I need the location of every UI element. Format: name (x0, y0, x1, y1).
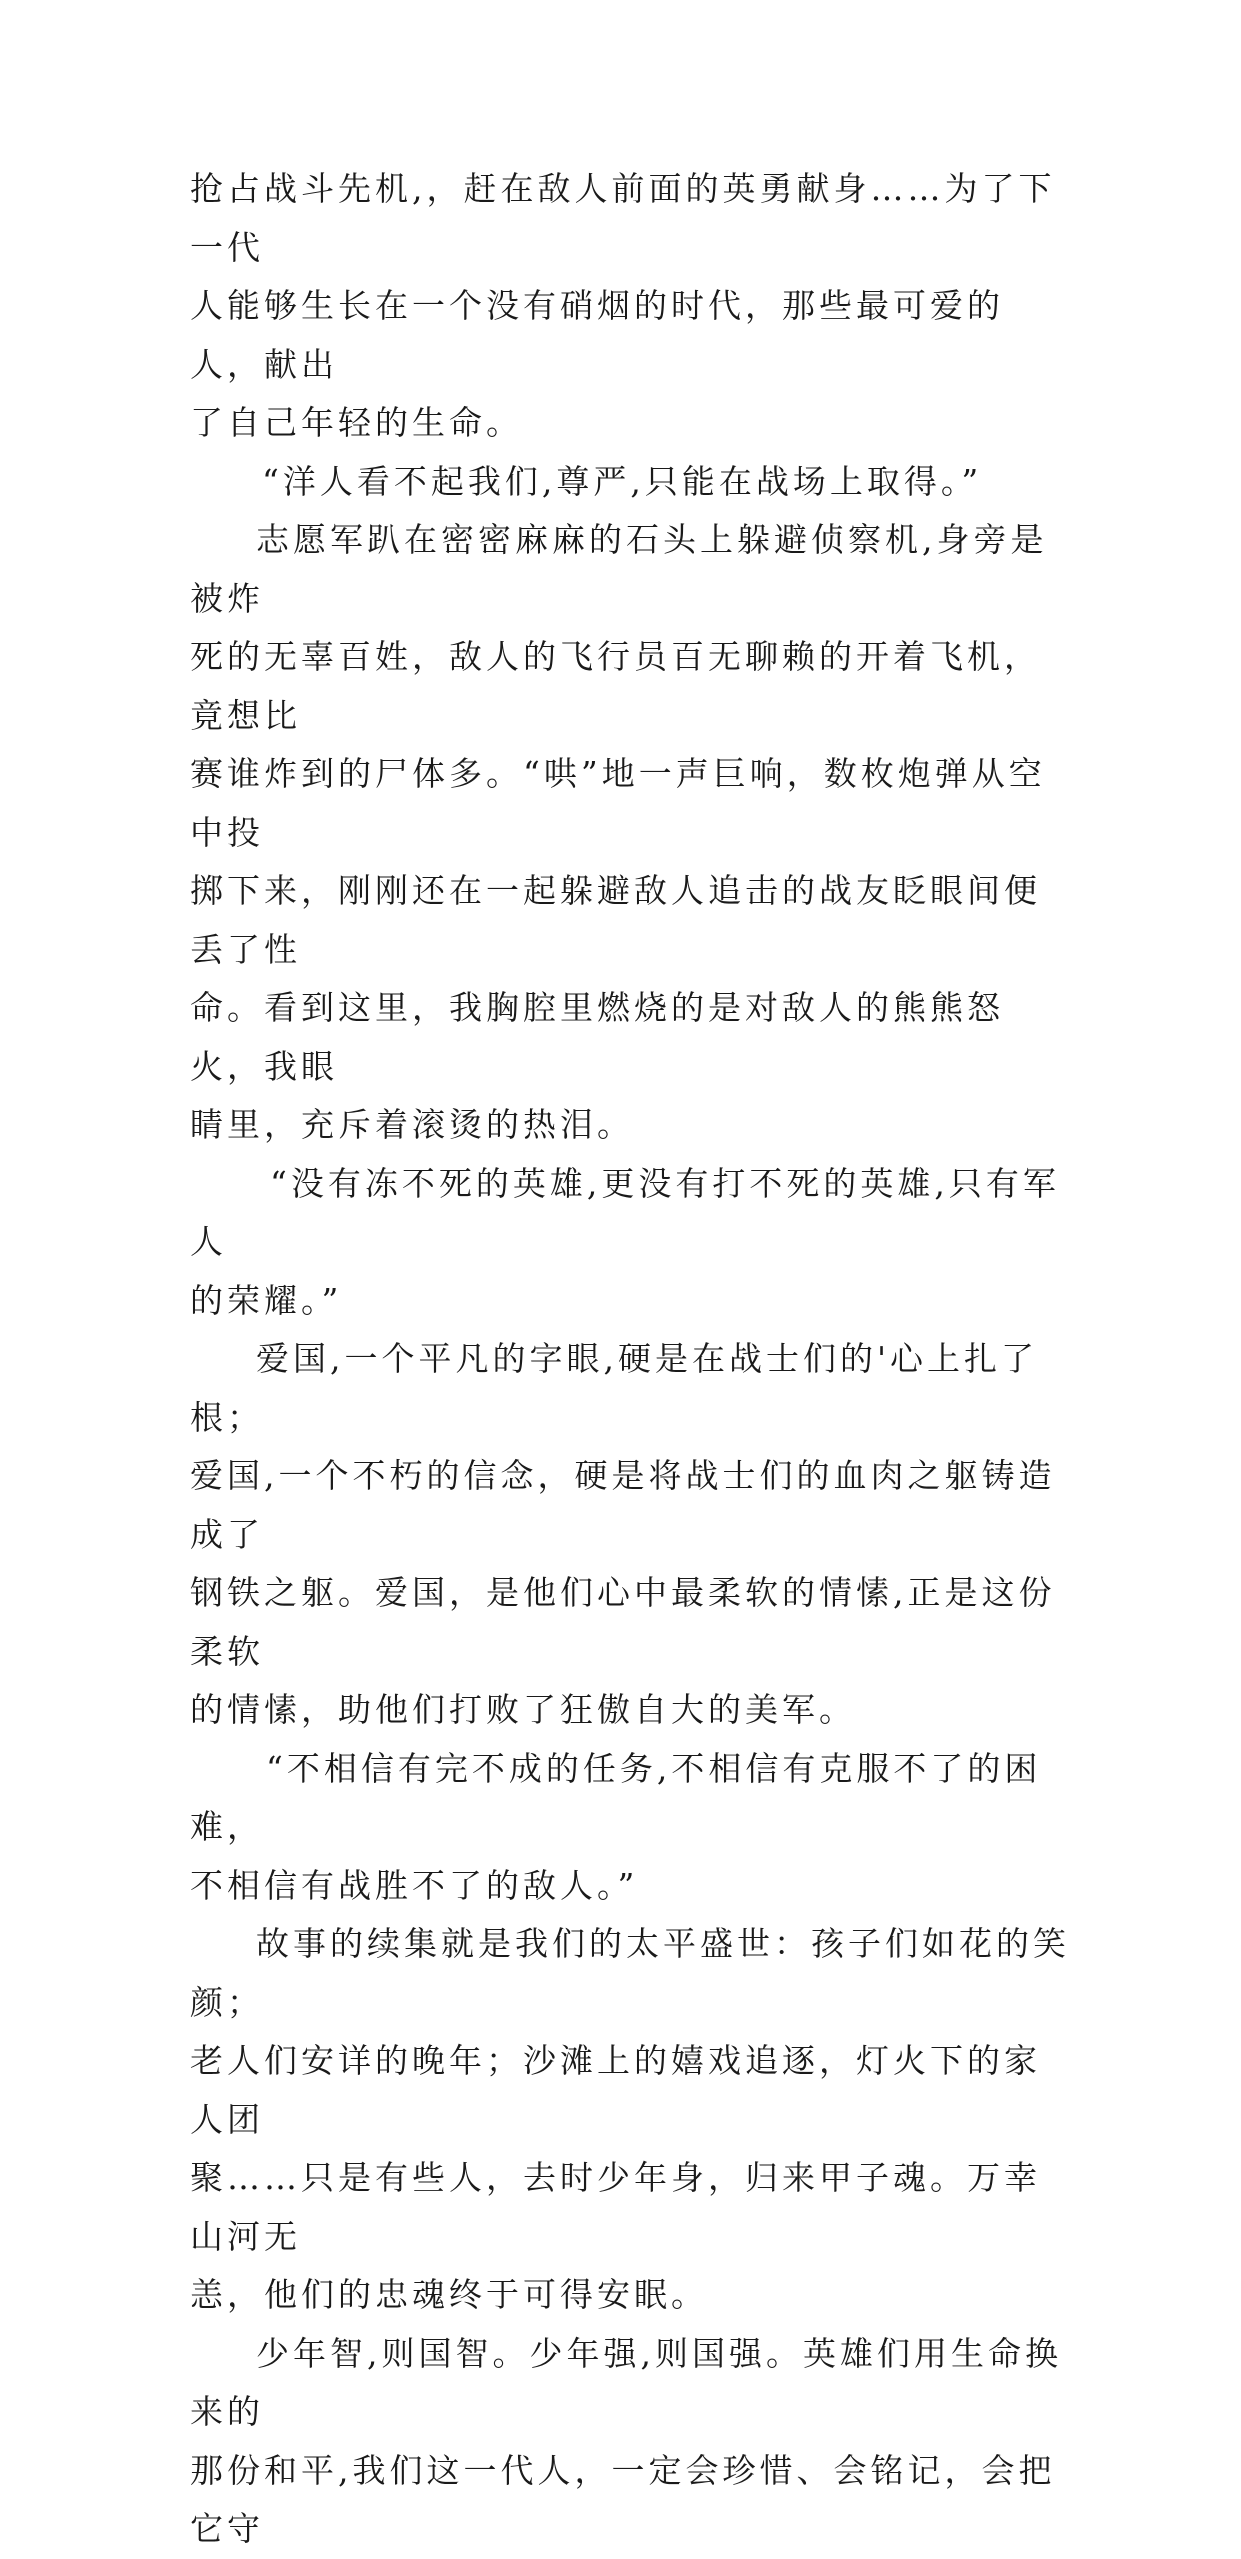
paragraph-bombing (190, 511, 1070, 1155)
text-line: 少年智,则国智。少年强,则国强。英雄们用生命换来的 (190, 2333, 1062, 2431)
text-line: 的情愫，助他们打败了狂傲自大的美军。 (190, 1690, 856, 1729)
text-line: 掷下来，刚刚还在一起躲避敌人追击的战友眨眼间便丢了性 (190, 871, 1041, 969)
text-line: “没有冻不死的英雄,更没有打不死的英雄,只有军人 (190, 1163, 1060, 1261)
text-line: 志愿军趴在密密麻麻的石头上躲避侦察机,身旁是被炸 (190, 520, 1048, 618)
text-line: 恙，他们的忠魂终于可得安眠。 (190, 2275, 708, 2314)
text-line: 老人们安详的晚年；沙滩上的嬉戏追逐，灯火下的家人团 (190, 2041, 1041, 2139)
quote-dignity (190, 453, 1070, 512)
quote-heroes (190, 1155, 1070, 1331)
text-line: 睛里，充斥着滚烫的热泪。 (190, 1105, 634, 1144)
paragraph-peace (190, 1915, 1070, 2325)
text-line: 赛谁炸到的尸体多。“哄”地一声巨响，数枚炮弹从空中投 (190, 754, 1046, 852)
text-line: 爱国,一个不朽的信念，硬是将战士们的血肉之躯铸造成了 (190, 1456, 1056, 1554)
text-line: 人能够生长在一个没有硝烟的时代，那些最可爱的人，献出 (190, 286, 1004, 384)
text-line: 聚……只是有些人，去时少年身，归来甲子魂。万幸山河无 (190, 2158, 1041, 2256)
paragraph-youth (190, 2325, 1070, 2559)
text-line: 钢铁之躯。爱国，是他们心中最柔软的情愫,正是这份柔软 (190, 1573, 1056, 1671)
text-line: 了自己年轻的生命。 (190, 403, 523, 442)
text-line: 故事的续集就是我们的太平盛世：孩子们如花的笑颜； (190, 1924, 1070, 2022)
paragraph-continuation (190, 160, 1070, 453)
text-line: “不相信有完不成的任务,不相信有克服不了的困难， (190, 1748, 1042, 1846)
text-line: “洋人看不起我们,尊严,只能在战场上取得。” (262, 461, 983, 501)
text-line: 爱国,一个平凡的字眼,硬是在战士们的'心上扎了根； (190, 1339, 1039, 1437)
text-line: 不相信有战胜不了的敌人。” (190, 1865, 639, 1905)
text-line: 的荣耀。” (190, 1280, 343, 1320)
text-line: 那份和平,我们这一代人，一定会珍惜、会铭记，会把它守 (190, 2450, 1056, 2548)
text-line: 命。看到这里，我胸腔里燃烧的是对敌人的熊熊怒火，我眼 (190, 988, 1004, 1086)
text-line: 抢占战斗先机,，赶在敌人前面的英勇献身……为了下一代 (190, 169, 1056, 267)
paragraph-patriotism (190, 1330, 1070, 1740)
body-text (190, 160, 1070, 2559)
text-line: 死的无辜百姓，敌人的飞行员百无聊赖的开着飞机，竟想比 (190, 637, 1041, 735)
quote-belief (190, 1740, 1070, 1916)
